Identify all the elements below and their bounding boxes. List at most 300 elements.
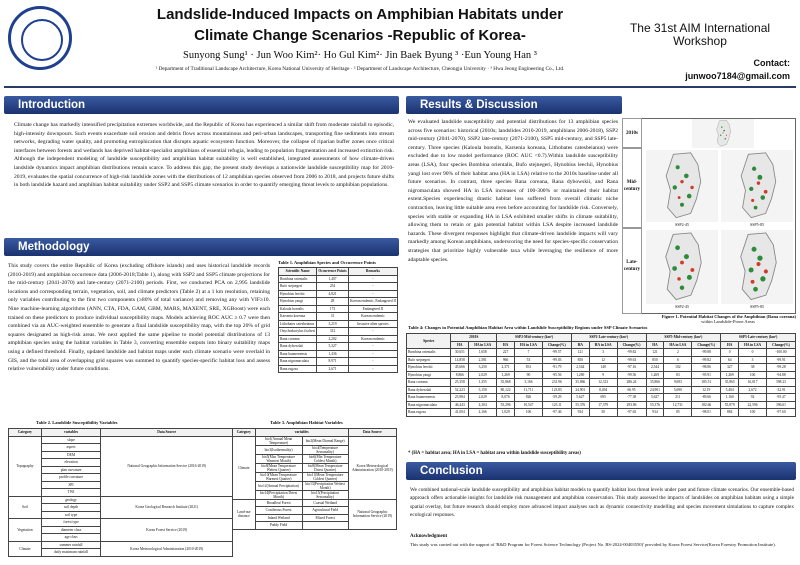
table4-cell: 90	[515, 371, 543, 379]
table1-row	[279, 298, 398, 306]
table4-caption: Table 4: Changes in Potential Amphibian Habitat Area within Landslide Susceptibility Regions under SSP Climate Scenarios	[408, 325, 648, 330]
table4-cell: -95.56	[542, 371, 571, 379]
table4-cell: 24,901	[646, 386, 664, 394]
table4-cell: 30,651	[451, 349, 469, 357]
table4-sub-header: HA	[451, 341, 469, 349]
table4-cell: 123.85	[542, 386, 571, 394]
table4-cell: 46,443	[451, 401, 469, 409]
table3-category-cell: Climate	[233, 436, 256, 499]
table4-cell: 3,166	[515, 379, 543, 387]
table4-sub-header: HA in LSA	[664, 341, 692, 349]
table2-variable-cell: elevation	[41, 459, 101, 467]
table3-header-cell: Data Source	[348, 429, 396, 437]
table4-cell: 1,269	[646, 371, 664, 379]
table4-cell: 850	[646, 356, 664, 364]
table4	[406, 333, 796, 417]
table4-cell: 2,581	[469, 356, 497, 364]
table3-row	[233, 436, 397, 445]
table1-cell: -	[348, 350, 397, 358]
table4-cell: 1,658	[469, 349, 497, 357]
table2-source-cell: Korea Geological Research Institute (2021)	[101, 496, 233, 519]
table4-cell: -97.46	[542, 409, 571, 417]
table4-cell: 38	[739, 364, 767, 372]
table4-cell: 5,690	[664, 386, 692, 394]
table3-variable-cell: bio8(Mean Temperature Wettest Quarter)	[255, 463, 302, 472]
table1	[278, 267, 398, 373]
table1-cell: Hynobius leechii	[279, 290, 317, 298]
figure1-caption	[600, 314, 796, 324]
table1-row	[279, 343, 398, 351]
table4-cell: 0	[739, 349, 767, 357]
table1-cell: 31	[317, 313, 349, 321]
table4-cell: 1,269	[497, 371, 515, 379]
table1-cell: Bufo stejnegeri	[279, 283, 317, 291]
table2-variable-cell: summer rainfall	[41, 541, 101, 549]
table4-cell: 12.19	[692, 386, 721, 394]
table4-cell: 1,029	[497, 409, 515, 417]
table3-category-cell: Land-use distance	[233, 499, 256, 529]
table3-variable-cell	[302, 522, 348, 530]
table2-variable-cell: diameter class	[41, 526, 101, 534]
table4-cell: 140	[589, 364, 617, 372]
table4-sub-header: HA	[497, 341, 515, 349]
map-mid-ssp5-85	[721, 150, 793, 222]
table1-cell: -	[348, 358, 397, 366]
figure1-caption-line1: Figure 1. Potential Habitat Changes of the Amphibian (Rana coreana)	[661, 314, 796, 319]
table3-variable-cell: bio9(Mean Temperature Driest Quarter)	[302, 463, 348, 472]
table4-cell: 50	[589, 409, 617, 417]
table4-cell: 45,666	[451, 364, 469, 372]
table4-sub-header: HA in LSA	[739, 341, 767, 349]
table4-cell: 695	[589, 394, 617, 402]
table2-header-cell: variables	[41, 429, 101, 437]
table2-row	[9, 541, 233, 549]
table1-cell: Rana dybowskii	[279, 343, 317, 351]
table1-cell: Korean endemic	[348, 313, 397, 321]
table2-variable-cell: soil depth	[41, 504, 101, 512]
table1-cell: Rana huanrenensis	[279, 350, 317, 358]
table4-cell: 2,029	[469, 371, 497, 379]
table4-row	[407, 379, 796, 387]
table4-cell: 5,404	[721, 386, 739, 394]
table2-category-cell: Climate	[9, 541, 42, 556]
table4-cell: -99.57	[542, 349, 571, 357]
table1-cell: Invasive alien species	[348, 320, 397, 328]
table1-cell: Rana nigromaculata	[279, 358, 317, 366]
table3-variable-cell: Coastal Wetland	[302, 499, 348, 507]
table4-cell: Rana coreana	[407, 379, 451, 387]
table4-cell: 55,376	[571, 401, 589, 409]
table2-variable-cell: slope	[41, 436, 101, 444]
table4-group-header: SSP5-Late-century (km²)	[721, 334, 796, 342]
table2-variable-cell: soil type	[41, 511, 101, 519]
table3-variable-cell: Broadleaf Forest	[255, 499, 302, 507]
table3-variable-cell: Mixed Forest	[302, 514, 348, 522]
figure1-caption-line2: within Landslide-Prone Areas	[701, 319, 755, 324]
map-label-mid-ssp2: SSP2-45	[674, 222, 689, 227]
table4-cell: 16,017	[739, 379, 767, 387]
table4-cell: -95.47	[766, 394, 795, 402]
table2-variable-cell: forest type	[41, 519, 101, 527]
table1-header-cell: Remarks	[348, 268, 397, 276]
table4-cell: Hynobius leechii	[407, 364, 451, 372]
table2-variable-cell: age class	[41, 534, 101, 542]
poster-header	[0, 0, 800, 90]
table4-cell: 22,596	[739, 401, 767, 409]
methodology-text: This study covers the entire Republic of Korea (excluding offshore islands) and uses historical landslide records (2010-2019) and amphibian occurrence data (2006-2018;Table 1), along with SSP2 and SSP5 climate projections for the mid-century (2041-2070) and late-century (2071-2100) periods. First, we conducted PCA on 2,995 landslide locations and corresponding terrain, vegetation, soil, and climate predictors (Table 2) at a 1 km resolution, retaining only variables contributing to the first two components (≥80% of total variance) and removing any with VIF≥10. Nine machine-learning algorithms (ANN, CTA, FDA, GAM, GBM, MARS, MAXENT, SRE, XGBoost) were each trained on these predictors to produce individual susceptibility maps. Models achieving ROC AUC ≥ 0.7 were then combined via an AUC-weighted ensemble to generate a final landslide susceptibility map, with the top 20% of grid squares designated as high-risk areas. We next applied the same pipeline to model potential distributions of 13 amphibian species using the habitat variables in Table 3, converting ensemble outputs into binary suitability maps using a defined threshold. Finally, updated landslide and habitat maps under each climate scenario were overlaid in GIS, and the total area of overlapping grid squares was summed to quantify species-specific habitat loss and assess relative vulnerability under future conditions.	[8, 263, 270, 373]
table4-cell: 884	[721, 409, 739, 417]
table4-cell: 85	[664, 409, 692, 417]
table4-cell: 7	[515, 349, 543, 357]
table1-cell: Karsenia koreana	[279, 313, 317, 321]
table4-cell: 55,296	[497, 401, 515, 409]
table1-row	[279, 358, 398, 366]
table4-cell: 9	[589, 371, 617, 379]
table4-cell: 12,313	[589, 379, 617, 387]
table1-cell: Korean endemic	[348, 335, 397, 343]
table1-cell: 8,971	[317, 358, 349, 366]
table1-row	[279, 283, 398, 291]
table4-cell: 80,122	[497, 386, 515, 394]
table4-cell: 106	[739, 371, 767, 379]
table1-cell: 312	[317, 328, 349, 336]
table2-caption: Table 2. Landslide Susceptibility Variables	[36, 420, 118, 425]
table1-row	[279, 328, 398, 336]
table4-cell: -32.91	[766, 386, 795, 394]
table4-cell: -100.00	[766, 349, 795, 357]
table4-row	[407, 356, 796, 364]
table4-cell: 10,547	[515, 401, 543, 409]
table4-cell: 398.23	[766, 379, 795, 387]
table3	[232, 428, 397, 530]
table4-cell: 3	[589, 349, 617, 357]
table1-cell: -	[348, 343, 397, 351]
table4-sub-header: Change(%)	[692, 341, 721, 349]
contact-email[interactable]: junwoo7184@gmail.com	[685, 71, 790, 81]
table4-row	[407, 386, 796, 394]
table4-cell: 8,494	[589, 386, 617, 394]
table1-cell: 5,327	[317, 343, 349, 351]
table4-cell: 1,269	[721, 371, 739, 379]
table1-cell: Rana coreana	[279, 335, 317, 343]
table4-cell: 52,223	[451, 386, 469, 394]
map-2010s	[692, 119, 754, 148]
table4-cell: 35,865	[721, 379, 739, 387]
introduction-heading: Introduction	[4, 96, 399, 114]
table2-category-cell: Soil	[9, 496, 42, 519]
table4-cell: 227	[497, 349, 515, 357]
table4-sub-header: HA in LSA	[469, 341, 497, 349]
map-late-ssp5-85	[721, 230, 793, 304]
table4-row	[407, 349, 796, 357]
introduction-text: Climate change has markedly intensified precipitation extremes worldwide, and the Republic of Korea has experienced a similar shift from moderate rainfall to episodic, high-intensity downpours. Such events exacerbate soil erosion and debris flows across mountainous and peri-urban landscapes, transporting fine sediments into stream networks, degrading water quality, and promoting eutrophication that disrupts aquatic ecosystem function. Moreover, the collapse of riparian buffer zones once critical interfaces between forests and wetlands has deprived habitat-specialist amphibians of essential refugia, leading to population fragmentation and increased extinction risk. Although the independent modeling of landslide susceptibility and amphibian habitat suitability is well established, integrated assessments of how climate-driven landslide dynamics impact amphibian distributions remain scarce. To address this gap, the present study develops a nationwide landslide susceptibility map for 2010-2019, evaluates the spatial concurrence of high-risk landslide zones with the distributions of 12 amphibian species observed from 2006 to 2018, and projects future shifts in both landslide hazard and amphibian habitat suitability under SSP2 and SSP5 climate scenarios in order to quantify emerging threat levels to amphibian populations.	[14, 122, 394, 189]
table3-variable-cell: bio3(Isothermality)	[255, 445, 302, 454]
table4-cell: Rana nigromaculata	[407, 401, 451, 409]
table4-row	[407, 409, 796, 417]
methodology-heading: Methodology	[4, 238, 399, 256]
table4-cell: -99.88	[692, 349, 721, 357]
table4-cell: 23,984	[451, 394, 469, 402]
table4-cell: 5,627	[571, 394, 589, 402]
table4-note: * (HA = habitat area; HA in LSA = habitat area within landslide susceptibility areas)	[408, 451, 581, 456]
table4-row	[407, 364, 796, 372]
table1-cell: Korean endemic, Endangered II	[349, 299, 396, 304]
table4-cell: 17,379	[589, 401, 617, 409]
table4-cell: 106	[515, 409, 543, 417]
table4-row	[407, 394, 796, 402]
table1-cell: 4,821	[317, 290, 349, 298]
table2-variable-cell: aspect	[41, 444, 101, 452]
table4-cell: 35,866	[571, 379, 589, 387]
table1-row	[279, 320, 398, 328]
table2-source-cell: National Geographic Information Service (2016-2019)	[101, 436, 233, 496]
conclusion-text: We combined national-scale landslide susceptibility and amphibian habitat models to quantify habitat loss threat levels under past and future climate scenarios. Our ensemble-based approach offers actionable insights for landslide risk management and amphibian conservation. This study assessed the impacts of landslides on amphibian habitats using a simple spatial overlay, but future research should employ more advanced impact analyses such as dynamic connectivity modelling and species movement simulations to capture complex ecological responses.	[410, 487, 794, 519]
table1-row	[279, 313, 398, 321]
table1-cell: 28	[317, 298, 349, 306]
poster-title-line1: Landslide-Induced Impacts on Amphibian Habitats under	[156, 6, 564, 23]
table4-cell: -59.29	[542, 394, 571, 402]
table4-sub-header: Change(%)	[617, 341, 646, 349]
table1-cell: 173	[317, 305, 349, 313]
table4-cell: 327	[721, 364, 739, 372]
table4-group-header: 2010S	[451, 334, 497, 342]
table4-cell: 8,866	[451, 371, 469, 379]
results-heading: Results & Discussion	[406, 96, 622, 114]
fig-row-label-late: Late-century	[622, 228, 642, 314]
table4-cell: 24,901	[571, 386, 589, 394]
table4-cell: -95.91	[692, 371, 721, 379]
table4-sub-header: HA	[571, 341, 589, 349]
table4-cell: Rana rugosa	[407, 409, 451, 417]
table2-header-cell: Category	[9, 429, 42, 437]
table4-cell: 850	[571, 356, 589, 364]
table4-cell: 286.24	[617, 379, 646, 387]
table4-cell: -99.28	[766, 364, 795, 372]
table4-cell: 0	[721, 349, 739, 357]
table4-sub-header: HA	[721, 341, 739, 349]
table1-row	[279, 365, 398, 373]
table3-variable-cell: bio14(Precipitation Driest Month)	[255, 490, 302, 499]
table2-variable-cell: profile curvature	[41, 474, 101, 482]
table4-cell: 11,711	[515, 386, 543, 394]
table4-cell: 934	[571, 409, 589, 417]
poster-title-line2: Climate Change Scenarios -Republic of Korea-	[194, 27, 526, 44]
table4-cell: 4,304	[469, 401, 497, 409]
table1-cell: -	[348, 328, 397, 336]
table1-header-cell: Occurrence Points	[318, 269, 347, 274]
table1-cell: -	[348, 365, 397, 373]
fig-row-label-2010s: 2010s	[622, 118, 642, 148]
table4-cell: 121	[571, 349, 589, 357]
table1-cell: -	[348, 290, 397, 298]
affiliations: ¹ Department of Traditional Landscape Architecture, Korea National University of Heritage · ² Department of Landscape Architecture, Cheongju University · ³ Hwa Jeong Engineering Co., Ltd.	[155, 66, 565, 72]
table1-cell: 2,202	[317, 335, 349, 343]
table1-row	[279, 290, 398, 298]
table3-header-cell: Category	[233, 429, 256, 437]
table4-cell: 211	[664, 394, 692, 402]
table4-cell: 53	[515, 356, 543, 364]
table4-cell: -91.79	[542, 364, 571, 372]
table4-cell: 5,627	[646, 394, 664, 402]
table4-cell: 1,269	[571, 371, 589, 379]
conclusion-heading: Conclusion	[406, 462, 796, 480]
authors: Sunyong Sung¹ · Jun Woo Kim²· Ho Gul Kim²· Jin Baek Byung ³ ·Eun Young Han ³	[183, 50, 537, 61]
table4-row	[407, 401, 796, 409]
table4-cell: 3,150	[469, 386, 497, 394]
table4-cell: -99.56	[617, 371, 646, 379]
table4-cell: 9,693	[664, 379, 692, 387]
table1-cell: Hynobius yangi	[279, 298, 317, 306]
table4-cell: 182.66	[692, 401, 721, 409]
table4-cell: -99.63	[617, 356, 646, 364]
table4-cell: Rana dybowskii	[407, 386, 451, 394]
table4-sub-header: HA	[646, 341, 664, 349]
table3-variable-cell: bio1(Annual Mean Temperature)	[255, 436, 302, 445]
table4-sub-header: Change(%)	[766, 341, 795, 349]
table4-cell: 55,376	[646, 401, 664, 409]
table4-cell: 92	[739, 394, 767, 402]
table3-variable-cell: bio10(Mean Temperature Warmest Quarter)	[255, 472, 302, 481]
table3-source-cell: Korea Meteorological Administration (2010-2019)	[348, 436, 396, 499]
table4-cell: -97.65	[617, 409, 646, 417]
header-divider	[4, 86, 796, 88]
table3-variable-cell: bio13(Precipitation Wettest Month)	[302, 481, 348, 490]
table3-row	[233, 499, 397, 507]
map-late-ssp2-45	[646, 230, 718, 304]
table4-cell: 3,250	[469, 364, 497, 372]
table1-cell: 3,219	[317, 320, 349, 328]
table4-cell: Rana huanrenensis	[407, 394, 451, 402]
table1-row	[279, 275, 398, 283]
table1-cell: 1,407	[317, 275, 349, 283]
fig-row-label-mid: Mid-century	[622, 148, 642, 228]
table4-cell: 12,731	[664, 401, 692, 409]
table4-cell: 1,160	[721, 394, 739, 402]
table3-variable-cell: bio5(Max Temperature Warmest Month)	[255, 454, 302, 463]
table4-cell: 12	[589, 356, 617, 364]
table4-cell: -77.38	[617, 394, 646, 402]
conference-name	[610, 22, 790, 48]
table3-variable-cell: bio12(Annual Precipitation)	[255, 481, 302, 490]
table4-cell: 100	[739, 409, 767, 417]
table3-header-cell: variables	[255, 429, 348, 437]
table4-cell: 83	[664, 371, 692, 379]
table1-cell: -	[348, 275, 397, 283]
table4-cell: 966	[497, 356, 515, 364]
table4-cell: Hynobius yangi	[407, 371, 451, 379]
table4-sub-header: HA in LSA	[515, 341, 543, 349]
acknowledgment-title: Acknowledgment	[410, 534, 448, 539]
table4-cell: 125.11	[542, 401, 571, 409]
acknowledgment-text: This study was carried out with the support of 'R&D Program for Forest Science Technology (Project No. RS-2024-00403550)' provided by Korea Forest Service(Korea Forestry Promotion Institute).	[410, 542, 776, 547]
table4-group-header: SSP2-Late-century (km²)	[571, 334, 646, 342]
table4-cell: -97.60	[766, 409, 795, 417]
table4-group-header: SSP5-Mid-century (km²)	[646, 334, 721, 342]
table2-variable-cell: daily maximum rainfall	[41, 549, 101, 557]
table4-cell: 2,029	[469, 394, 497, 402]
table1-row	[279, 350, 398, 358]
conference-line1: The 31st AIM International	[629, 21, 771, 35]
table4-cell: 2,371	[497, 364, 515, 372]
table4-sub-header: HA in LSA	[589, 341, 617, 349]
table2-variable-cell: geology	[41, 496, 101, 504]
table4-cell: 4,166	[469, 409, 497, 417]
table3-variable-cell: bio11(Mean Temperature Coldest Quarter)	[302, 472, 348, 481]
table4-cell: 2,544	[571, 364, 589, 372]
table4-cell: 6	[664, 356, 692, 364]
table4-cell: -97.16	[617, 364, 646, 372]
table4-cell: 35,866	[646, 379, 664, 387]
table1-row	[279, 335, 398, 343]
table4-cell: 2,672	[739, 386, 767, 394]
table4-cell: 55,879	[721, 401, 739, 409]
table2-source-cell: Korea Forest Service (2019)	[101, 519, 233, 542]
table1-cell: -	[348, 283, 397, 291]
table2-variable-cell: plan curvature	[41, 466, 101, 474]
table4-cell: Bufo stejnegeri	[407, 356, 451, 364]
map-label-late-ssp5: SSP5-85	[749, 304, 764, 309]
table2-row	[9, 519, 233, 527]
logo-emblem	[21, 19, 63, 61]
table4-cell: 2	[664, 349, 692, 357]
table4-cell: -98.01	[692, 409, 721, 417]
map-label-mid-ssp5: SSP5-85	[749, 222, 764, 227]
table2-variable-cell: DEM	[41, 451, 101, 459]
table1-cell: 2,671	[317, 365, 349, 373]
table1-cell: Endangered II	[348, 305, 397, 313]
table2-header-cell: Data Source	[101, 429, 233, 437]
table4-cell: 102	[664, 364, 692, 372]
table2-category-cell: Vegetation	[9, 519, 42, 542]
table2-category-cell: Topography	[9, 436, 42, 496]
map-label-late-ssp2: SSP2-45	[674, 304, 689, 309]
table4-cell: 2,544	[646, 364, 664, 372]
table1-cell: 1,436	[317, 350, 349, 358]
table3-variable-cell: Agricultural Field	[302, 507, 348, 515]
table4-cell: 64	[721, 356, 739, 364]
table4-cell: -89.66	[692, 394, 721, 402]
table3-variable-cell: Paddy Field	[255, 522, 302, 530]
table1-cell: Rana rugosa	[279, 365, 317, 373]
table4-cell: 25,358	[451, 379, 469, 387]
table2-row	[9, 436, 233, 444]
table4-cell: 231.96	[542, 379, 571, 387]
table4-cell: 66.95	[617, 386, 646, 394]
table4-cell: -99.82	[617, 349, 646, 357]
table4-cell: 35,868	[497, 379, 515, 387]
table4-group-header: SSP2-Mid-century (km²)	[497, 334, 572, 342]
table2-source-cell: Korea Meteorological Administration (2010-2019)	[101, 541, 233, 556]
conference-line2: Workshop	[673, 34, 727, 48]
table4-cell: -98.86	[692, 364, 721, 372]
table1-cell: 254	[317, 283, 349, 291]
table1-caption: Table 1. Amphibian Species and Occurrence Points	[278, 260, 376, 265]
table3-variable-cell: bio2(Mean Diurnal Range)	[302, 436, 348, 445]
table4-cell: 14,858	[451, 356, 469, 364]
table4-cell: -99.91	[766, 356, 795, 364]
table1-cell: Bombina orientalis	[279, 275, 317, 283]
table3-variable-cell: Coniferous Forest	[255, 507, 302, 515]
table4-cell: 826	[515, 394, 543, 402]
table4-cell: 3	[739, 356, 767, 364]
table4-cell: 185.51	[692, 379, 721, 387]
table4-cell: -99.82	[692, 356, 721, 364]
table4-cell: 831	[515, 364, 543, 372]
table2	[8, 428, 233, 557]
table1-header-cell: Scientific Name	[279, 268, 317, 276]
results-text: We evaluated landslide susceptibility and potential distributions for 13 amphibian species across five scenarios: historical (2010s; landslides 2010-2019, amphibians 2006-2018), SSP2 mid-century (2041-2070), SSP2 late-century (2071-2100), SSP5 mid-century, and SSP5 late-century. Three species (Kaloula borealis, Karsenia koreana, Lithobates catesbeianus) were excluded due to low model performance (ROC AUC <0.7).Within landslide susceptibility areas (LSA), four species Bombina orientalis, Bufo stejnegeri, Hynobius leechii, Hynobius yangi lost over 90% of their habitat area (HA in LSA) relative to the 2010s baseline under all future scenarios. In contrast, three species Rana coreana, Rana dybowskii, and Rana nigromaculata showed HA in LSA increases of 100-300% or maintained their habitat extent.Species experiencing drastic habitat loss suffered from overall climatic niche contraction, leaving little suitable area even before accounting for landslide risk. Conversely, species with stable or expanding HA in LSA exhibited smaller shifts in climate suitability, allowing them to retain or gain potential habitat within LSA despite increased landslide hazards. These divergent responses highlight that climate-driven landslide impacts will vary markedly among Korean amphibians, underscoring the need for species-specific conservation strategies that prioritize highly vulnerable taxa while leveraging the resilience of more adaptable species.	[408, 119, 618, 263]
table4-cell: 396.61	[766, 401, 795, 409]
